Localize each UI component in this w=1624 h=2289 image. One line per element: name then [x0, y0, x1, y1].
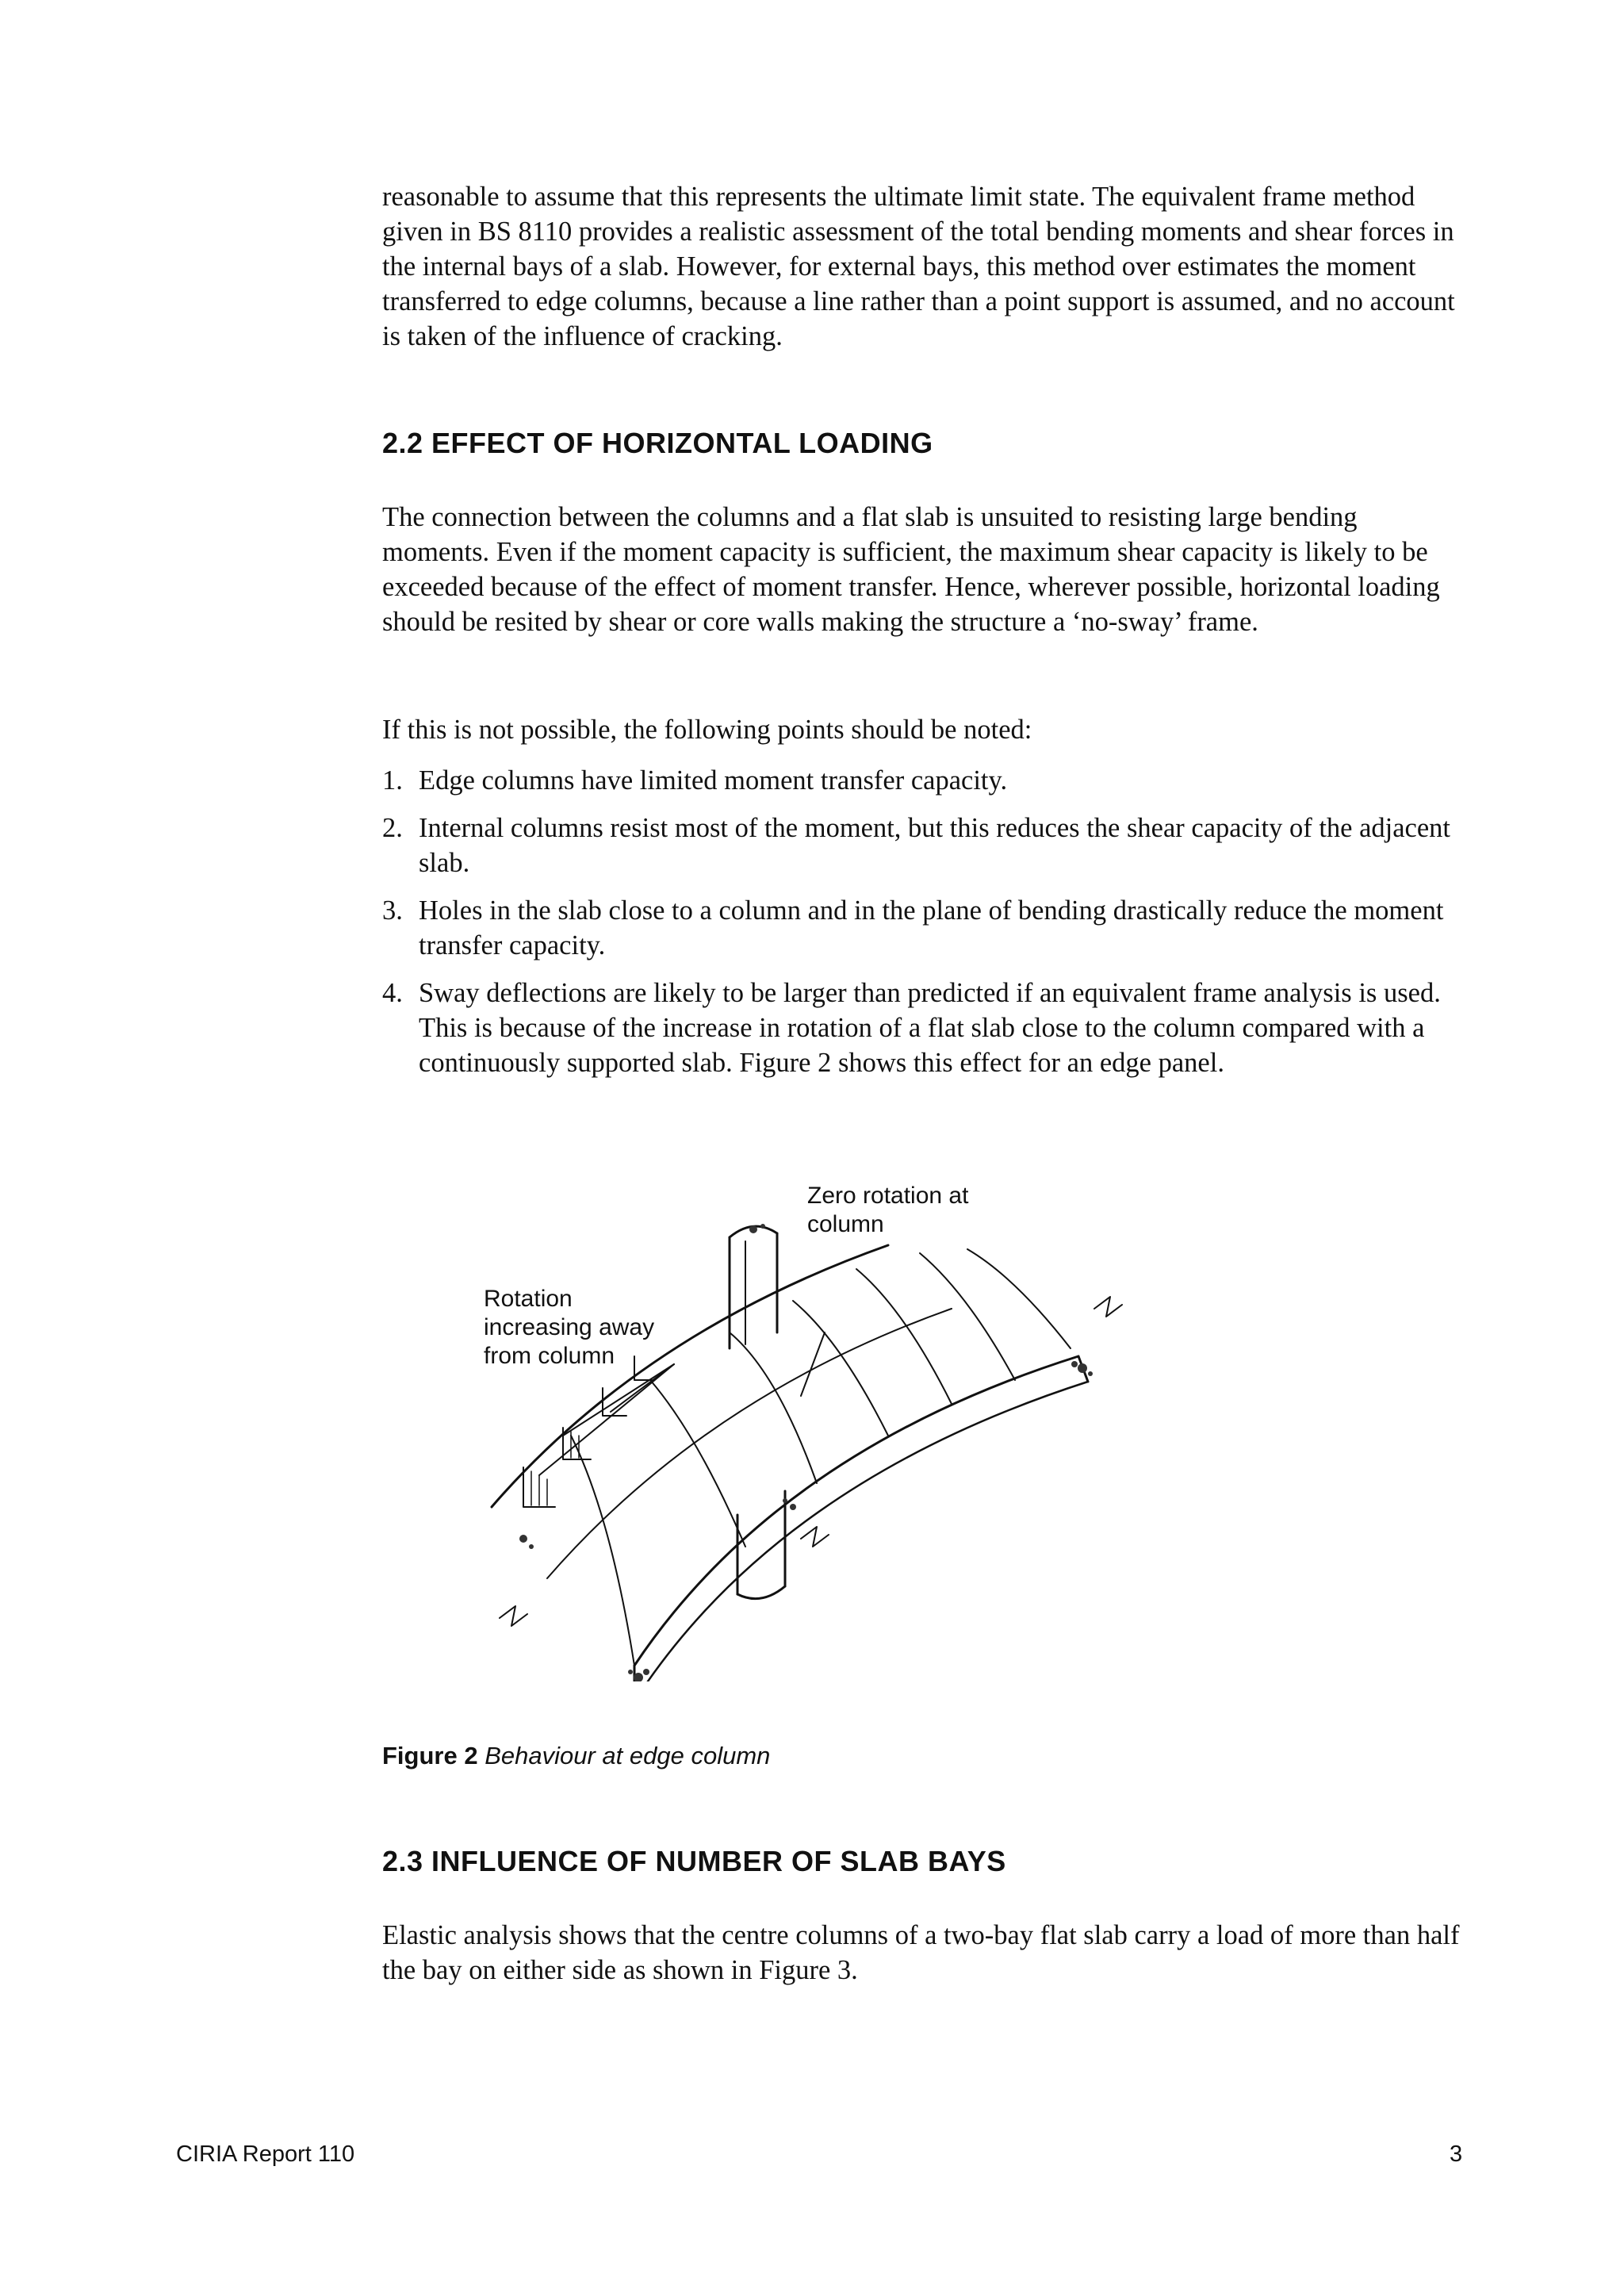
- footer-page-number: 3: [1450, 2141, 1463, 2167]
- list-item: [382, 893, 1469, 963]
- rotation-label-line-2: increasing away: [484, 1314, 655, 1340]
- list-item-text: Internal columns resist most of the moment, but this reduces the shear capacity of the adjacent slab.: [419, 813, 1451, 878]
- footer-report-name: CIRIA Report 110: [176, 2141, 355, 2167]
- figure-caption-number: Figure 2: [382, 1742, 478, 1769]
- section-2-2-paragraph-1: The connection between the columns and a flat slab is unsuited to resisting large bending moments. Even if the moment capacity is sufficient, the maximum shear capacity is likely to be exceeded because of the effect of moment transfer. Hence, wherever possible, horizontal loading should be resited by shear or core walls making the structure a ‘no-sway’ frame.: [382, 502, 1440, 637]
- figure-caption: [382, 1742, 770, 1770]
- list-item-text: Sway deflections are likely to be larger than predicted if an equivalent frame analysis is used. This is because of the increase in rotation of a flat slab close to the column compared with a continuously supported slab. Figure 2 shows this effect for an edge panel.: [419, 978, 1441, 1078]
- list-item: [382, 763, 1469, 798]
- section-2-3-heading: 2.3 INFLUENCE OF NUMBER OF SLAB BAYS: [382, 1845, 1006, 1877]
- list-item-number: 4.: [382, 978, 403, 1008]
- zero-rotation-label-line-2: column: [807, 1211, 884, 1237]
- list-item-number: 1.: [382, 765, 403, 796]
- list-item-number: 2.: [382, 813, 403, 843]
- section-2-2-paragraph-2: If this is not possible, the following points should be noted:: [382, 715, 1032, 745]
- points-list: [382, 763, 1469, 1093]
- rotation-increasing-label: [484, 1285, 654, 1371]
- rotation-label-line-1: Rotation: [484, 1286, 573, 1312]
- zero-rotation-label-line-1: Zero rotation at: [807, 1183, 969, 1209]
- edge-column-figure: [444, 1174, 1158, 1681]
- list-item: [382, 976, 1469, 1080]
- section-2-3-paragraph-1: Elastic analysis shows that the centre columns of a two-bay flat slab carry a load of more than half the bay on either side as shown in Figure 3.: [382, 1920, 1460, 1985]
- list-item-text: Edge columns have limited moment transfer capacity.: [419, 765, 1008, 796]
- section-2-2-heading: 2.2 EFFECT OF HORIZONTAL LOADING: [382, 427, 933, 459]
- list-item: [382, 811, 1469, 880]
- list-item-number: 3.: [382, 895, 403, 926]
- list-item-text: Holes in the slab close to a column and in the plane of bending drastically reduce the moment transfer capacity.: [419, 895, 1444, 960]
- zero-rotation-label: [807, 1182, 968, 1239]
- figure-caption-text: Behaviour at edge column: [485, 1742, 771, 1769]
- slab-outer-edge: [634, 1356, 1078, 1666]
- intro-paragraph: reasonable to assume that this represents the ultimate limit state. The equivalent frame method given in BS 8110 provides a realistic assessment of the total bending moments and shear forces in the internal bays of a slab. However, for external bays, this method over estimates the moment transferred to edge columns, because a line rather than a point support is assumed, and no account is taken of the influence of cracking.: [382, 182, 1455, 351]
- rotation-label-line-3: from column: [484, 1343, 615, 1369]
